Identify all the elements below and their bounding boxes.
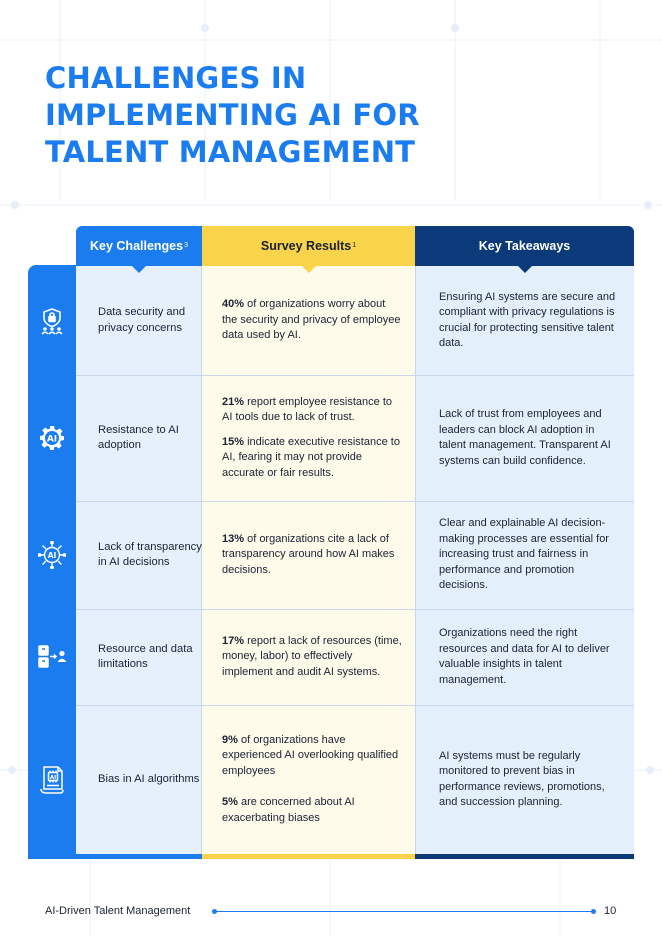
survey-text: indicate executive resistance to AI, fearing it may not provide accurate or fair results. [222, 435, 400, 479]
survey-stat [222, 795, 402, 826]
header-pointer [302, 266, 316, 273]
header-key-takeaways [415, 226, 634, 266]
survey-result [222, 266, 402, 375]
resources-person-icon [37, 644, 67, 670]
svg-text:AI: AI [47, 551, 57, 560]
survey-percent: 17% [222, 634, 245, 647]
survey-percent: 15% [222, 435, 245, 448]
row-icon-cell [28, 501, 76, 609]
page-number: 10 [604, 905, 617, 917]
footer-rule-dot [212, 909, 217, 914]
header-survey-results [202, 226, 415, 266]
survey-stat [222, 634, 402, 681]
takeaway-text: Lack of trust from employees and leaders can block AI adoption in talent management. Transparent AI systems can build confidence. [439, 408, 611, 467]
row-icon-cell [28, 266, 76, 375]
page-title: CHALLENGES IN IMPLEMENTING AI FOR TALENT MANAGEMENT [45, 61, 420, 169]
survey-text: of organizations have experienced AI overlooking qualified employees [222, 733, 399, 777]
survey-result [222, 609, 402, 705]
survey-percent: 21% [222, 395, 245, 408]
takeaway-text: Ensuring AI systems are secure and compliant with privacy regulations is crucial for protecting sensitive talent data. [439, 290, 616, 349]
header-survey-results-label: Survey Results [260, 239, 352, 253]
survey-percent: 9% [222, 733, 238, 746]
challenge-text: Lack of transparency in AI decisions [98, 540, 202, 568]
footer-rule [214, 911, 593, 912]
row-icon-cell [28, 705, 76, 854]
ai-gear-icon [39, 425, 65, 451]
survey-text: of organizations worry about the security and privacy of employee data used by AI. [222, 298, 401, 342]
takeaway-text: AI systems must be regularly monitored to prevent bias in performance reviews, promotions, and succession planning. [439, 749, 605, 808]
ai-chip-icon [38, 541, 66, 569]
header-key-challenges [76, 226, 202, 266]
survey-stat [222, 733, 402, 780]
row-icon-cell [28, 375, 76, 501]
table-row [28, 705, 634, 854]
survey-stat [222, 435, 402, 482]
row-icon-cell [28, 609, 76, 705]
table-row [28, 266, 634, 375]
footnote-ref: 3 [184, 241, 188, 249]
table-bottom-bar [202, 854, 415, 859]
challenge-text: Bias in AI algorithms [98, 772, 200, 785]
header-pointer [518, 266, 532, 273]
survey-text: report employee resistance to AI tools due to lack of trust. [222, 395, 392, 424]
survey-stat [222, 297, 402, 344]
survey-text: report a lack of resources (time, money, labor) to effectively implement and audit AI systems. [222, 634, 402, 678]
takeaway-text: Clear and explainable AI decision-making processes are essential for increasing trust and fairness in performance and promotion decisions. [439, 517, 609, 592]
survey-text: are concerned about AI exacerbating biases [222, 796, 355, 824]
survey-stat [222, 532, 402, 579]
challenge-text: Data security and privacy concerns [98, 306, 186, 334]
footer-title: AI-Driven Talent Management [45, 905, 191, 917]
survey-stat [222, 395, 402, 426]
header-key-challenges-label: Key Challenges [90, 239, 184, 253]
table-bottom-bar [415, 854, 634, 859]
challenge-text: Resource and data limitations [98, 642, 193, 670]
survey-text: of organizations cite a lack of transparency around how AI makes decisions. [222, 532, 395, 576]
challenge-text: Resistance to AI adoption [98, 423, 179, 451]
header-key-takeaways-label: Key Takeaways [478, 239, 571, 253]
table-row [28, 609, 634, 705]
takeaway-text: Organizations need the right resources and data for AI to deliver valuable insights in talent management. [439, 627, 610, 686]
survey-result [222, 501, 402, 609]
ai-document-icon [39, 765, 65, 795]
survey-percent: 40% [222, 298, 245, 311]
shield-lock-people-icon [40, 307, 64, 335]
svg-text:AI: AI [49, 774, 57, 781]
svg-text:AI: AI [46, 434, 58, 445]
header-pointer [132, 266, 146, 273]
table-row [28, 501, 634, 609]
table-row [28, 375, 634, 501]
survey-percent: 13% [222, 532, 245, 545]
footer-rule-dot [591, 909, 596, 914]
table-bottom-bar [28, 854, 202, 859]
survey-result [222, 375, 402, 501]
survey-percent: 5% [222, 796, 238, 809]
survey-result [222, 705, 402, 854]
footnote-ref: 1 [352, 241, 357, 249]
